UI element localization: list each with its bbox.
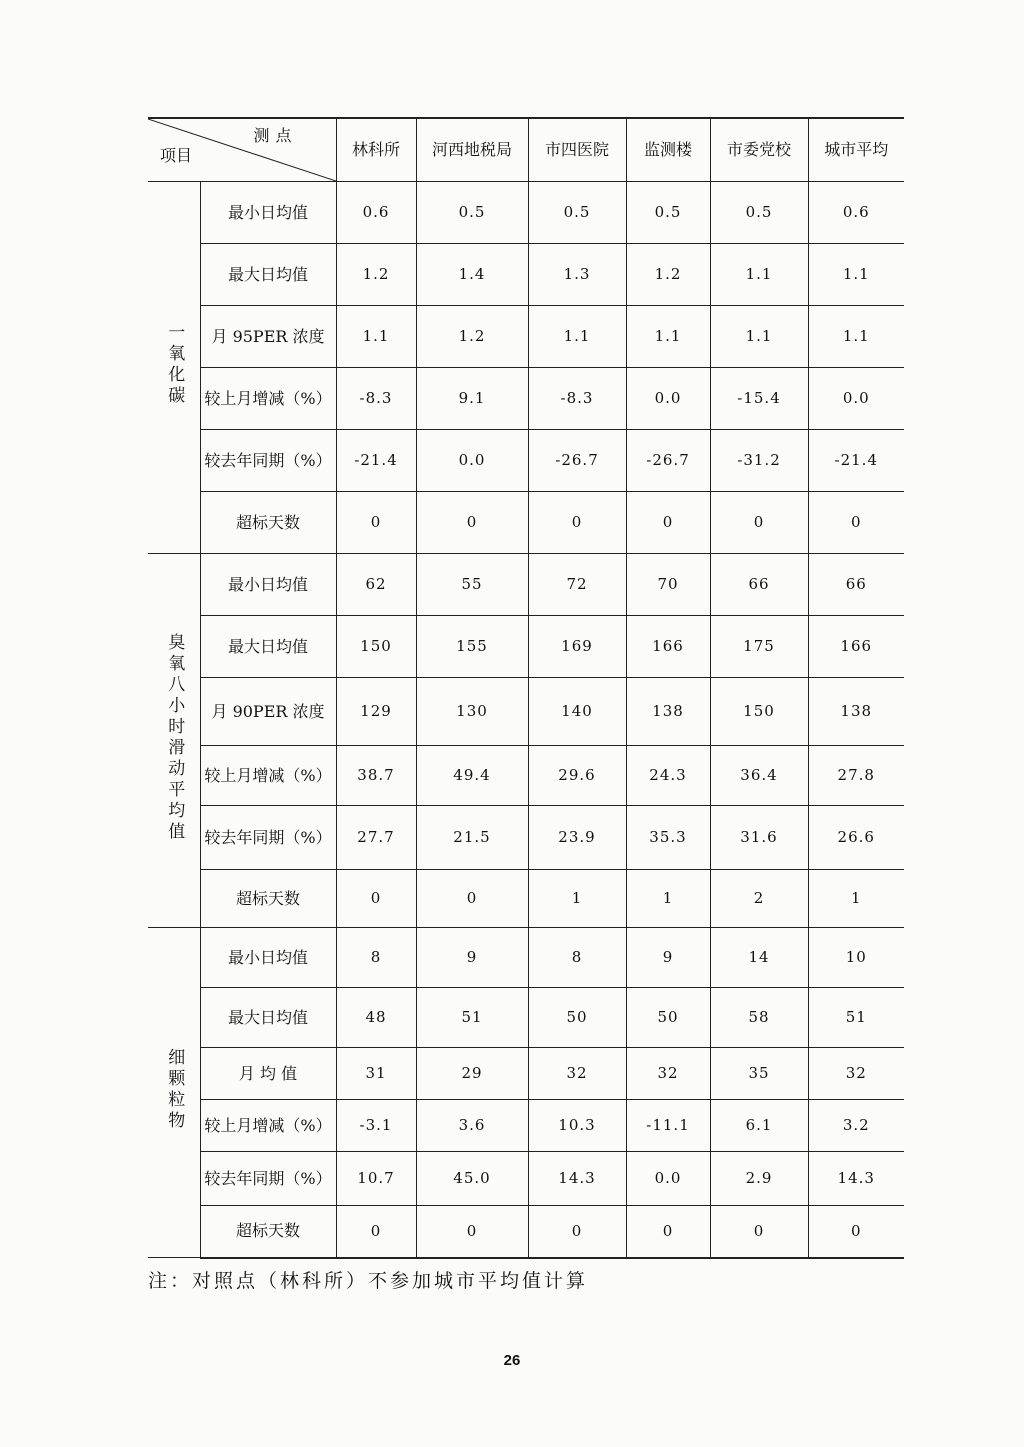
value-cell: 0.0 (626, 1152, 710, 1206)
value-cell: -3.1 (336, 1100, 416, 1152)
table-row (148, 1100, 904, 1152)
value-cell: 51 (808, 988, 904, 1048)
value-cell: 0 (710, 492, 808, 554)
table-row (148, 928, 904, 988)
group-label: 臭氧八小时滑动平均值 (164, 632, 185, 843)
footnote: 注：对照点（林科所）不参加城市平均值计算 (148, 1270, 589, 1292)
value-cell: 0 (626, 1206, 710, 1258)
value-cell: 50 (528, 988, 626, 1048)
table-header-row (148, 118, 904, 182)
value-cell: -21.4 (808, 430, 904, 492)
value-cell: 175 (710, 616, 808, 678)
value-cell: 150 (710, 678, 808, 746)
value-cell: 36.4 (710, 746, 808, 806)
item-label: 超标天数 (200, 870, 336, 928)
table-row (148, 306, 904, 368)
value-cell: 0.6 (808, 182, 904, 244)
item-label: 月 90PER 浓度 (200, 678, 336, 746)
value-cell: 138 (626, 678, 710, 746)
value-cell: 150 (336, 616, 416, 678)
item-label: 最小日均值 (200, 182, 336, 244)
table-row (148, 616, 904, 678)
value-cell: 31 (336, 1048, 416, 1100)
value-cell: 10.7 (336, 1152, 416, 1206)
value-cell: -31.2 (710, 430, 808, 492)
value-cell: 23.9 (528, 806, 626, 870)
value-cell: -21.4 (336, 430, 416, 492)
value-cell: 50 (626, 988, 710, 1048)
value-cell: 1.1 (528, 306, 626, 368)
value-cell: -11.1 (626, 1100, 710, 1152)
value-cell: 21.5 (416, 806, 528, 870)
value-cell: 72 (528, 554, 626, 616)
item-label: 最小日均值 (200, 554, 336, 616)
value-cell: 0 (416, 492, 528, 554)
item-label: 超标天数 (200, 1206, 336, 1258)
value-cell: 169 (528, 616, 626, 678)
value-cell: -26.7 (626, 430, 710, 492)
value-cell: 0 (528, 492, 626, 554)
table-row (148, 678, 904, 746)
value-cell: 1.1 (710, 306, 808, 368)
value-cell: 0.5 (710, 182, 808, 244)
table-body (148, 182, 904, 1258)
value-cell: 51 (416, 988, 528, 1048)
value-cell: 0.6 (336, 182, 416, 244)
value-cell: 0 (336, 870, 416, 928)
value-cell: 1.1 (626, 306, 710, 368)
value-cell: -15.4 (710, 368, 808, 430)
value-cell: 70 (626, 554, 710, 616)
table-row (148, 1152, 904, 1206)
value-cell: 1.3 (528, 244, 626, 306)
value-cell: 1.2 (336, 244, 416, 306)
value-cell: 0 (336, 492, 416, 554)
value-cell: 32 (808, 1048, 904, 1100)
value-cell: 1.1 (808, 244, 904, 306)
value-cell: -8.3 (336, 368, 416, 430)
value-cell: 0.5 (416, 182, 528, 244)
value-cell: 14 (710, 928, 808, 988)
value-cell: 9.1 (416, 368, 528, 430)
table-row (148, 244, 904, 306)
value-cell: 0.5 (626, 182, 710, 244)
group-label-cell (148, 182, 200, 554)
value-cell: 3.2 (808, 1100, 904, 1152)
value-cell: 1 (626, 870, 710, 928)
value-cell: 2.9 (710, 1152, 808, 1206)
page-number: 26 (503, 1352, 521, 1369)
value-cell: 0 (336, 1206, 416, 1258)
header-site: 城市平均 (808, 118, 904, 182)
value-cell: 66 (808, 554, 904, 616)
table-row (148, 806, 904, 870)
value-cell: 32 (626, 1048, 710, 1100)
value-cell: -26.7 (528, 430, 626, 492)
item-label: 月 均 值 (200, 1048, 336, 1100)
item-label: 最大日均值 (200, 616, 336, 678)
corner-label-site: 测点 (253, 126, 298, 145)
value-cell: 27.8 (808, 746, 904, 806)
value-cell: 0.0 (416, 430, 528, 492)
value-cell: 1 (808, 870, 904, 928)
value-cell: 14.3 (528, 1152, 626, 1206)
value-cell: 138 (808, 678, 904, 746)
table-row (148, 1206, 904, 1258)
value-cell: 29.6 (528, 746, 626, 806)
value-cell: 0 (416, 1206, 528, 1258)
value-cell: 31.6 (710, 806, 808, 870)
table-row (148, 1048, 904, 1100)
table-row (148, 746, 904, 806)
table-row (148, 870, 904, 928)
value-cell: 35 (710, 1048, 808, 1100)
value-cell: 10.3 (528, 1100, 626, 1152)
value-cell: 0.0 (626, 368, 710, 430)
value-cell: 129 (336, 678, 416, 746)
value-cell: 3.6 (416, 1100, 528, 1152)
value-cell: 35.3 (626, 806, 710, 870)
value-cell: 1.1 (808, 306, 904, 368)
value-cell: 2 (710, 870, 808, 928)
value-cell: 1.1 (336, 306, 416, 368)
air-quality-table (148, 117, 904, 1259)
value-cell: 10 (808, 928, 904, 988)
value-cell: 9 (416, 928, 528, 988)
value-cell: 24.3 (626, 746, 710, 806)
value-cell: 166 (626, 616, 710, 678)
value-cell: 0 (528, 1206, 626, 1258)
value-cell: 14.3 (808, 1152, 904, 1206)
table-row (148, 368, 904, 430)
item-label: 最大日均值 (200, 988, 336, 1048)
item-label: 较去年同期（%） (200, 806, 336, 870)
corner-label-item: 项目 (160, 146, 193, 166)
value-cell: 166 (808, 616, 904, 678)
group-label: 细颗粒物 (164, 1047, 185, 1132)
table-row (148, 492, 904, 554)
table-row (148, 182, 904, 244)
header-site: 河西地税局 (416, 118, 528, 182)
item-label: 较去年同期（%） (200, 1152, 336, 1206)
value-cell: 0 (416, 870, 528, 928)
item-label: 较上月增减（%） (200, 746, 336, 806)
value-cell: 1.2 (416, 306, 528, 368)
header-site: 林科所 (336, 118, 416, 182)
item-label: 最大日均值 (200, 244, 336, 306)
value-cell: 45.0 (416, 1152, 528, 1206)
value-cell: 1.2 (626, 244, 710, 306)
value-cell: 6.1 (710, 1100, 808, 1152)
group-label: 一氧化碳 (164, 322, 185, 407)
table-row (148, 988, 904, 1048)
value-cell: 1.1 (710, 244, 808, 306)
value-cell: 55 (416, 554, 528, 616)
value-cell: 1.4 (416, 244, 528, 306)
item-label: 较上月增减（%） (200, 368, 336, 430)
value-cell: 29 (416, 1048, 528, 1100)
value-cell: 0.5 (528, 182, 626, 244)
value-cell: -8.3 (528, 368, 626, 430)
value-cell: 26.6 (808, 806, 904, 870)
item-label: 月 95PER 浓度 (200, 306, 336, 368)
group-label-cell (148, 554, 200, 928)
value-cell: 0 (808, 492, 904, 554)
value-cell: 38.7 (336, 746, 416, 806)
value-cell: 1 (528, 870, 626, 928)
header-corner-cell (148, 118, 336, 182)
item-label: 超标天数 (200, 492, 336, 554)
item-label: 较上月增减（%） (200, 1100, 336, 1152)
value-cell: 27.7 (336, 806, 416, 870)
header-site: 市四医院 (528, 118, 626, 182)
value-cell: 0 (808, 1206, 904, 1258)
value-cell: 155 (416, 616, 528, 678)
group-label-cell (148, 928, 200, 1258)
item-label: 最小日均值 (200, 928, 336, 988)
item-label: 较去年同期（%） (200, 430, 336, 492)
value-cell: 66 (710, 554, 808, 616)
value-cell: 58 (710, 988, 808, 1048)
value-cell: 8 (336, 928, 416, 988)
value-cell: 32 (528, 1048, 626, 1100)
value-cell: 9 (626, 928, 710, 988)
table-row (148, 554, 904, 616)
value-cell: 140 (528, 678, 626, 746)
value-cell: 130 (416, 678, 528, 746)
value-cell: 0.0 (808, 368, 904, 430)
value-cell: 49.4 (416, 746, 528, 806)
value-cell: 62 (336, 554, 416, 616)
table-row (148, 430, 904, 492)
value-cell: 48 (336, 988, 416, 1048)
value-cell: 0 (710, 1206, 808, 1258)
header-site: 市委党校 (710, 118, 808, 182)
header-site: 监测楼 (626, 118, 710, 182)
value-cell: 8 (528, 928, 626, 988)
value-cell: 0 (626, 492, 710, 554)
